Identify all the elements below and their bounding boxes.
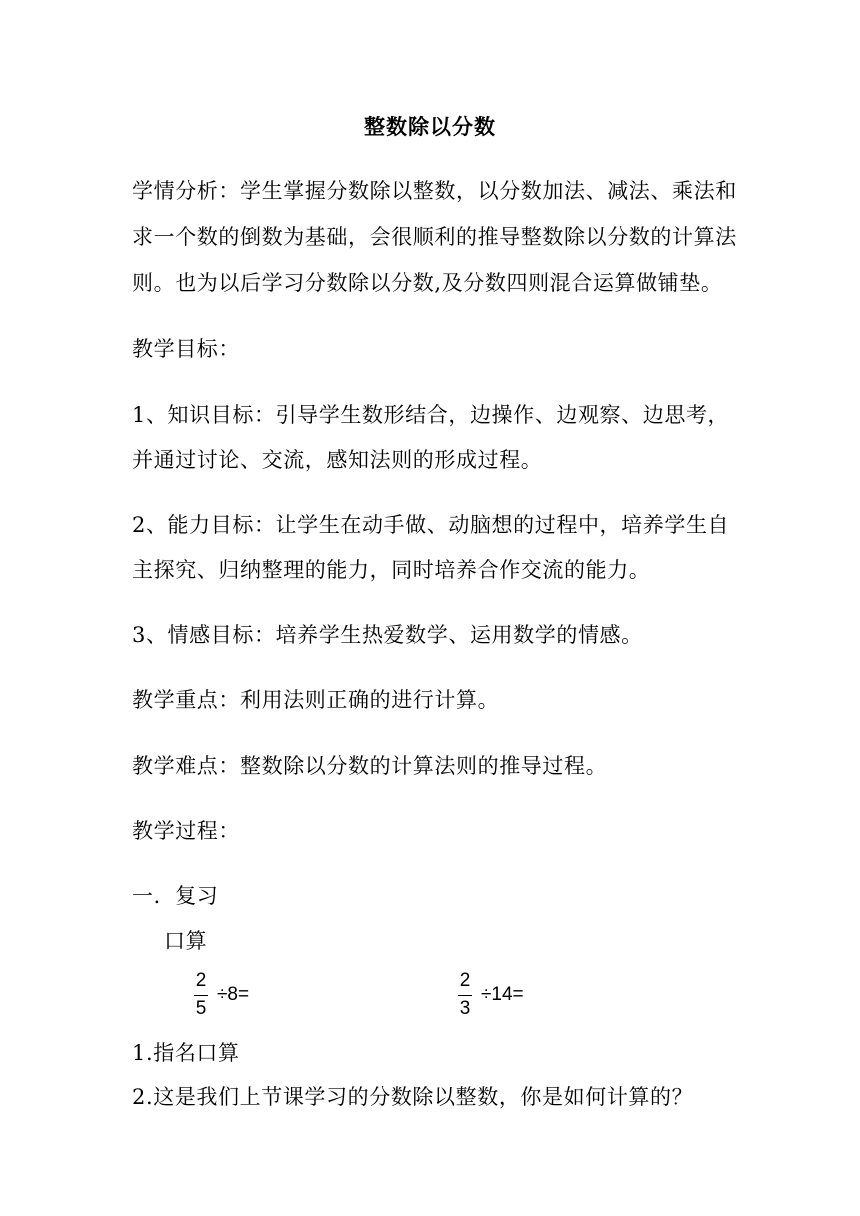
difficulty-line: 教学难点：整数除以分数的计算法则的推导过程。	[132, 754, 608, 778]
goal-ability-line-2: 主探究、归纳整理的能力，同时培养合作交流的能力。	[132, 558, 651, 582]
expression-operator: ÷14=	[481, 984, 524, 1005]
fraction-numerator: 2	[195, 970, 207, 991]
analysis-line-1: 学情分析：学生掌握分数除以整数，以分数加法、减法、乘法和	[132, 179, 737, 203]
process-heading: 教学过程：	[132, 819, 240, 843]
fraction-bar	[194, 995, 208, 996]
goal-knowledge-line-2: 并通过讨论、交流，感知法则的形成过程。	[132, 448, 543, 472]
expression-operator: ÷8=	[217, 984, 250, 1005]
analysis-line-3: 则。也为以后学习分数除以分数,及分数四则混合运算做铺垫。	[132, 271, 723, 295]
document-title: 整数除以分数	[364, 115, 496, 139]
fraction-denominator: 5	[195, 998, 207, 1019]
goal-emotion-line: 3、情感目标：培养学生热爱数学、运用数学的情感。	[132, 623, 643, 647]
section-review-heading: 一．复习	[132, 884, 219, 908]
analysis-line-2: 求一个数的倒数为基础，会很顺利的推导整数除以分数的计算法	[132, 225, 737, 249]
step-2-line: 2.这是我们上节课学习的分数除以整数，你是如何计算的？	[132, 1085, 694, 1109]
step-1-line: 1.指名口算	[132, 1041, 240, 1065]
oral-calc-label: 口算	[164, 929, 208, 953]
fraction-numerator: 2	[459, 970, 471, 991]
goal-knowledge-line-1: 1、知识目标：引导学生数形结合，边操作、边观察、边思考，	[132, 403, 730, 427]
fraction-denominator: 3	[459, 998, 471, 1019]
fraction-bar	[458, 995, 472, 996]
goals-heading: 教学目标：	[132, 337, 240, 361]
key-point-line: 教学重点：利用法则正确的进行计算。	[132, 688, 500, 712]
goal-ability-line-1: 2、能力目标：让学生在动手做、动脑想的过程中，培养学生自	[132, 513, 730, 537]
